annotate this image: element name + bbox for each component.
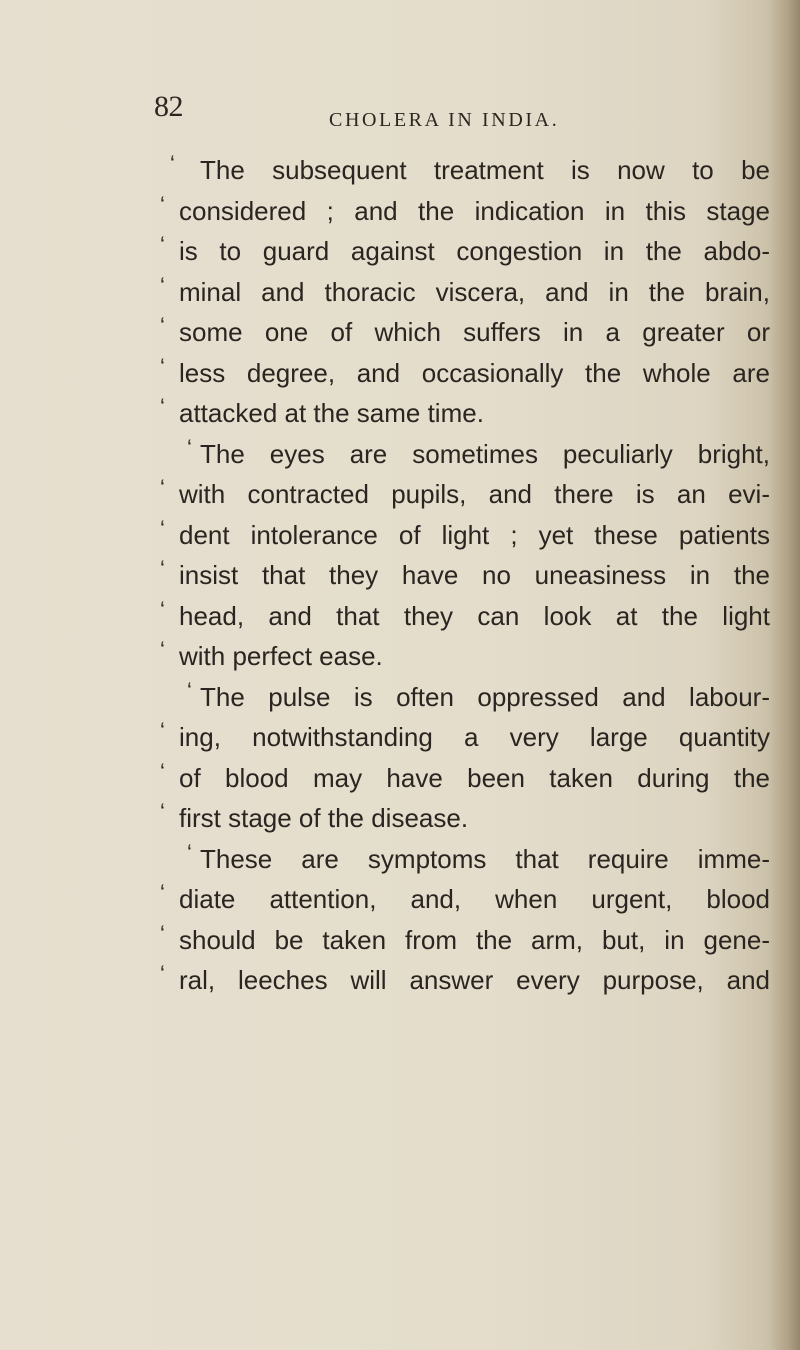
text-line	[160, 555, 770, 596]
quote-mark: ‘	[160, 394, 165, 419]
text-line	[160, 920, 770, 961]
quote-mark: ‘	[160, 353, 165, 379]
quote-mark: ‘	[160, 313, 165, 338]
text-line	[160, 798, 770, 839]
text-line	[160, 839, 770, 880]
quote-mark: ‘	[160, 191, 165, 217]
quote-mark: ‘	[160, 880, 165, 905]
line-text: attacked at the same time.	[179, 398, 484, 428]
quote-mark: ‘	[160, 475, 165, 500]
quote-mark: ‘	[160, 515, 165, 541]
text-line	[160, 353, 770, 394]
line-text: The pulse is often oppressed and labour-	[200, 681, 770, 712]
text-line	[160, 960, 770, 1001]
line-text: The eyes are sometimes peculiarly bright,	[200, 438, 770, 469]
line-text: considered ; and the indication in this stage	[179, 195, 770, 226]
quote-mark: ‘	[187, 839, 192, 865]
line-text: first stage of the disease.	[179, 803, 469, 833]
quote-mark: ‘	[160, 556, 165, 581]
page-edge-shadow	[770, 0, 800, 1350]
line-text: of blood may have been taken during the	[179, 762, 770, 793]
text-line	[160, 434, 770, 475]
quote-mark: ‘	[187, 434, 192, 460]
text-line	[160, 393, 770, 434]
text-line	[160, 879, 770, 920]
page-number: 82	[154, 90, 183, 123]
text-line	[160, 758, 770, 799]
line-text: some one of which suffers in a greater or	[179, 317, 770, 347]
quote-mark: ‘	[160, 637, 165, 662]
text-line	[160, 231, 770, 272]
line-text: less degree, and occasionally the whole are	[179, 357, 770, 388]
line-text: head, and that they can look at the light	[179, 600, 770, 631]
text-line	[160, 474, 770, 515]
quote-mark: ‘	[160, 920, 165, 946]
line-text: These are symptoms that require imme-	[200, 843, 770, 874]
line-text: is to guard against congestion in the abdo-	[179, 236, 770, 266]
text-line	[160, 636, 770, 677]
quote-mark: ‘	[160, 596, 165, 622]
quote-mark: ‘	[160, 232, 165, 257]
running-title: CHOLERA IN INDIA.	[329, 109, 560, 131]
line-text: should be taken from the arm, but, in gene-	[179, 924, 770, 955]
text-line	[160, 150, 770, 191]
line-text: diate attention, and, when urgent, blood	[179, 884, 770, 914]
line-text: minal and thoracic viscera, and in the brain,	[179, 276, 770, 307]
quote-mark: ‘	[160, 961, 165, 986]
line-text: with contracted pupils, and there is an evi-	[179, 479, 770, 509]
text-line	[160, 272, 770, 313]
line-text: dent intolerance of light ; yet these patients	[179, 519, 770, 550]
quote-mark: ‘	[170, 151, 175, 176]
line-text: with perfect ease.	[179, 641, 383, 671]
text-line	[160, 596, 770, 637]
quote-mark: ‘	[160, 718, 165, 743]
text-line	[160, 312, 770, 353]
line-text: The subsequent treatment is now to be	[200, 155, 770, 185]
quote-mark: ‘	[160, 799, 165, 824]
text-line	[160, 717, 770, 758]
text-line	[160, 677, 770, 718]
line-text: ing, notwithstanding a very large quantity	[179, 722, 770, 752]
quote-mark: ‘	[187, 677, 192, 703]
text-line	[160, 515, 770, 556]
body-text	[160, 150, 770, 1001]
text-line	[160, 191, 770, 232]
line-text: ral, leeches will answer every purpose, and	[179, 965, 770, 995]
quote-mark: ‘	[160, 758, 165, 784]
line-text: insist that they have no uneasiness in the	[179, 560, 770, 590]
quote-mark: ‘	[160, 272, 165, 298]
